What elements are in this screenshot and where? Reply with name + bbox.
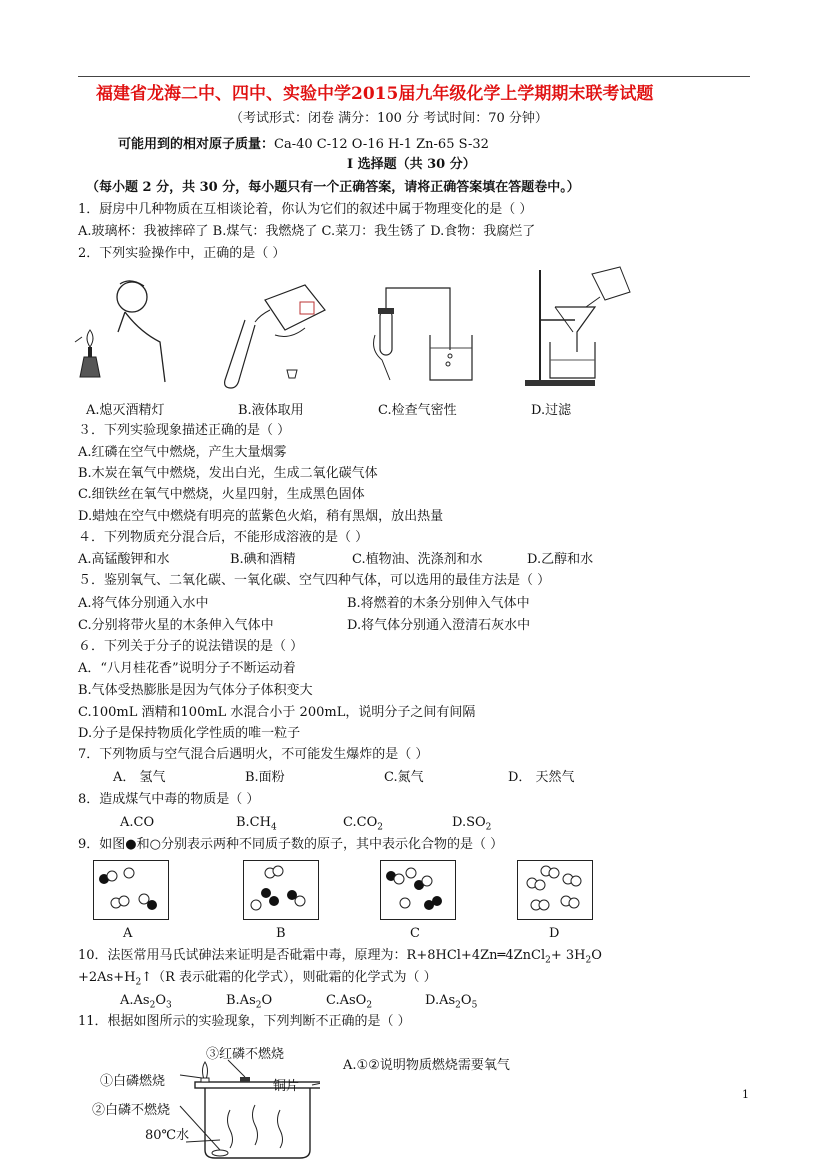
q10-line2: $+2As+H_2↑(R$ 表示砒霜的化学式），则砒霜的化学式为（ ） <box>78 970 437 988</box>
q11-stem: 11．根据如图所示的实验现象，下列判断不正确的是（ ） <box>78 1014 411 1029</box>
q4-option-c: C.植物油、洗涤剂和水 <box>352 552 483 567</box>
q8-option-c: $C.CO_2$ <box>343 815 383 833</box>
q4-option-b: B.碘和酒精 <box>230 552 296 567</box>
q3-option-b: B.木炭在氧气中燃烧，发出白光，生成二氧化碳气体 <box>78 466 378 481</box>
figure-liquid-pouring <box>205 280 335 390</box>
q11-fig-label-water: 80℃水 <box>145 1128 190 1143</box>
page-title: 福建省龙海二中、四中、实验中学2015届九年级化学上学期期末联考试题 <box>96 84 654 104</box>
q9-box-a <box>93 860 169 920</box>
q9-stem: 9．如图●和○分别表示两种不同质子数的原子，其中表示化合物的是（ ） <box>78 837 504 852</box>
q1-stem: 1．厨房中几种物质在互相谈论着，你认为它们的叙述中属于物理变化的是（ ） <box>78 202 533 217</box>
q10-option-a: $A.As_2O_3$ <box>120 993 172 1011</box>
q2-option-a: A.熄灭酒精灯 <box>86 403 165 418</box>
q11-option-a: A.①②说明物质燃烧需要氧气 <box>343 1058 510 1073</box>
page-number: 1 <box>742 1088 749 1101</box>
q10-line1: 10．法医常用马氏试砷法来证明是否砒霜中毒，原理为：R+8HCl+4Zn═4ZnCl$_2$+ $3H_2O$ <box>78 948 602 966</box>
q10-option-d: $D.As_2O_5$ <box>425 993 478 1011</box>
q2-option-b: B.液体取用 <box>238 403 304 418</box>
q10-option-b: $B.As_2O$ <box>226 993 273 1011</box>
q10-option-c: C.AsO$_2$ <box>326 993 373 1011</box>
q3-stem: ３．下列实验现象描述正确的是（ ） <box>78 423 291 438</box>
q3-option-c: C.细铁丝在氧气中燃烧，火星四射，生成黑色固体 <box>78 487 365 502</box>
q6-option-b: B.气体受热膨胀是因为气体分子体积变大 <box>78 683 313 698</box>
q8-option-b: $B.CH_4$ <box>236 815 277 833</box>
q9-box-c <box>380 860 456 920</box>
q2-stem: 2．下列实验操作中，正确的是（ ） <box>78 246 286 261</box>
q7-option-a: A． 氢气 <box>113 770 166 785</box>
atomic-mass-values: Ca-40 C-12 O-16 H-1 Zn-65 S-32 <box>274 137 489 152</box>
figure-extinguish-lamp <box>70 272 170 392</box>
exam-info: （考试形式：闭卷 满分：100 分 考试时间：70 分钟） <box>230 111 548 126</box>
q2-option-d: D.过滤 <box>531 403 572 418</box>
q9-box-d <box>517 860 593 920</box>
q9-box-b <box>243 860 319 920</box>
q9-label-a: A <box>123 926 133 941</box>
q5-stem: ５．鉴别氧气、二氧化碳、一氧化碳、空气四种气体，可以选用的最佳方法是（ ） <box>78 573 551 588</box>
q6-option-a: A．“八月桂花香”说明分子不断运动着 <box>78 661 296 676</box>
section-title: I 选择题（共 30 分） <box>347 157 476 172</box>
q4-option-a: A.高锰酸钾和水 <box>78 552 170 567</box>
q11-fig-label-white-p-no: ②白磷不燃烧 <box>92 1103 171 1118</box>
q8-option-d: $D.SO_2$ <box>452 815 492 833</box>
q6-option-c: C.100mL 酒精和100mL 水混合小于 200mL，说明分子之间有间隔 <box>78 705 476 720</box>
q5-option-c: C.分别将带火星的木条伸入气体中 <box>78 618 274 633</box>
q5-option-b: B.将燃着的木条分别伸入气体中 <box>347 596 530 611</box>
atomic-mass-label: 可能用到的相对原子质量： <box>118 137 275 152</box>
q6-option-d: D.分子是保持物质化学性质的唯一粒子 <box>78 726 301 741</box>
q6-stem: ６．下列关于分子的说法错误的是（ ） <box>78 639 304 654</box>
q11-fig-label-red-p: ③红磷不燃烧 <box>206 1047 285 1062</box>
header-rule <box>78 76 750 77</box>
q4-stem: ４．下列物质充分混合后，不能形成溶液的是（ ） <box>78 530 369 545</box>
q5-option-d: D.将气体分别通入澄清石灰水中 <box>347 618 531 633</box>
q8-stem: 8．造成煤气中毒的物质是（ ） <box>78 792 260 807</box>
q9-label-b: B <box>276 926 286 941</box>
q11-fig-label-white-p-burn: ①白磷燃烧 <box>100 1074 166 1089</box>
q8-option-a: A.CO <box>120 815 155 830</box>
q3-option-a: A.红磷在空气中燃烧，产生大量烟雾 <box>78 445 287 460</box>
q1-options: A.玻璃杯：我被摔碎了 B.煤气：我燃烧了 C.菜刀：我生锈了 D.食物：我腐烂了 <box>78 224 536 239</box>
q9-label-d: D <box>549 926 560 941</box>
q4-option-d: D.乙醇和水 <box>527 552 594 567</box>
q7-stem: 7．下列物质与空气混合后遇明火，不可能发生爆炸的是（ ） <box>78 747 429 762</box>
section-instructions: （每小题 2 分，共 30 分，每小题只有一个正确答案，请将正确答案填在答题卷中。） <box>86 180 580 195</box>
figure-airtightness <box>360 280 480 390</box>
q7-option-c: C.氮气 <box>384 770 424 785</box>
q5-option-a: A.将气体分别通入水中 <box>78 596 209 611</box>
q7-option-b: B.面粉 <box>245 770 285 785</box>
figure-filtration <box>520 262 640 390</box>
q2-option-c: C.检查气密性 <box>378 403 457 418</box>
q11-fig-label-copper: 铜片 <box>273 1079 300 1094</box>
q9-label-c: C <box>410 926 420 941</box>
q7-option-d: D． 天然气 <box>508 770 575 785</box>
q3-option-d: D.蜡烛在空气中燃烧有明亮的蓝紫色火焰，稍有黑烟，放出热量 <box>78 509 444 524</box>
atomic-mass-line <box>118 137 489 153</box>
